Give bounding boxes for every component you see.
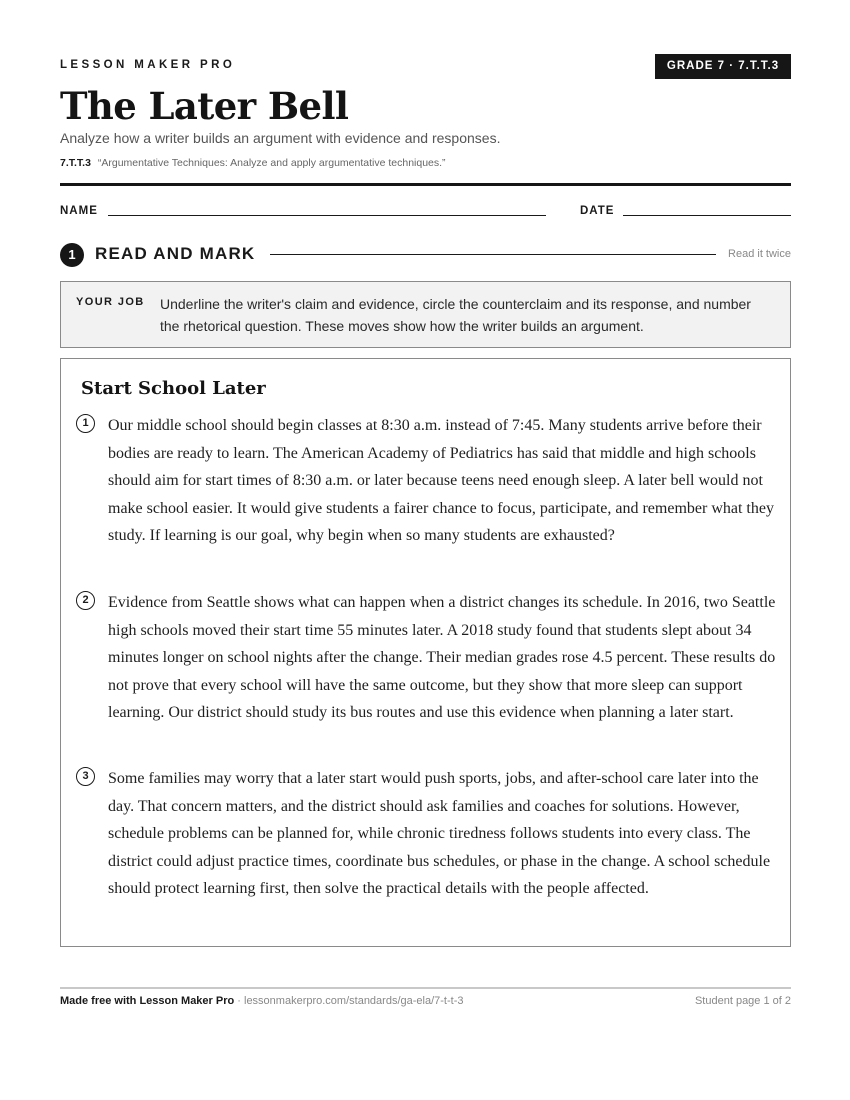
header-divider: [60, 183, 791, 186]
section-divider: [270, 254, 716, 255]
section-title: READ AND MARK: [95, 244, 256, 263]
footer-brand: Made free with Lesson Maker Pro: [60, 995, 235, 1007]
paragraph-text: Some families may worry that a later start would push sports, jobs, and after-school care later into the day. That concern matters, and the district should ask families and coaches for solutions. However, schedule problems can be planned for, while chronic tiredness follows students into every class. The district could adjust practice times, coordinate bus schedules, or phase in the change. A school schedule should protect learning first, then solve the practical details with the people affected.: [108, 770, 771, 898]
section-hint: Read it twice: [728, 248, 791, 260]
reading-passage: [60, 358, 791, 947]
section-number-badge: 1: [60, 243, 84, 267]
footer-divider: [60, 987, 791, 989]
paragraph-number: 1: [76, 414, 95, 433]
brand-name: LESSON MAKER PRO: [60, 59, 236, 71]
worksheet-page: [60, 0, 791, 1100]
standard-text: “Argumentative Techniques: Analyze and apply argumentative techniques.”: [97, 157, 446, 169]
date-label: DATE: [580, 205, 615, 217]
grade-badge: GRADE 7 · 7.T.T.3: [655, 54, 791, 79]
paragraph-text: Evidence from Seattle shows what can happen when a district changes its schedule. In 2016, two Seattle high schools moved their start time 55 minutes later. A 2018 study found that students slept about 34 minutes longer on school nights after the change. Their median grades rose 4.5 percent. These results do not prove that every school will have the same outcome, but they show that more sleep can support learning. Our district should study its bus routes and use this evidence when planning a later start.: [108, 594, 776, 722]
page-subtitle: Analyze how a writer builds an argument with evidence and responses.: [60, 130, 501, 146]
passage-title: Start School Later: [81, 378, 266, 399]
instructions-box: [60, 281, 791, 348]
instructions-label: YOUR JOB: [76, 296, 145, 308]
paragraph-text: Our middle school should begin classes at 8:30 a.m. instead of 7:45. Many students arrive before their bodies are ready to learn. The American Academy of Pediatrics has said that middle and high schools should aim for start times of 8:30 a.m. or later because teens need enough sleep. A later bell would not make school easier. It would give students a fairer chance to focus, participate, and remember what they study. If learning is our goal, why begin when so many students are exhausted?: [108, 417, 774, 545]
date-field[interactable]: [623, 215, 791, 216]
footer-credit: [60, 995, 463, 1007]
instructions-text: Underline the writer's claim and evidence, circle the counterclaim and its response, and number the rhetorical question. These moves show how the writer builds an argument.: [160, 296, 751, 334]
page-indicator: Student page 1 of 2: [694, 995, 791, 1007]
standard-code: 7.T.T.3: [60, 157, 91, 169]
paragraph-number: 2: [76, 591, 95, 610]
footer-link[interactable]: · lessonmakerpro.com/standards/ga-ela/7-t-t-3: [234, 995, 464, 1007]
name-label: NAME: [60, 205, 98, 217]
paragraph-number: 3: [76, 767, 95, 786]
name-field[interactable]: [108, 215, 546, 216]
page-title: The Later Bell: [60, 84, 349, 128]
standard-line: [60, 157, 446, 169]
